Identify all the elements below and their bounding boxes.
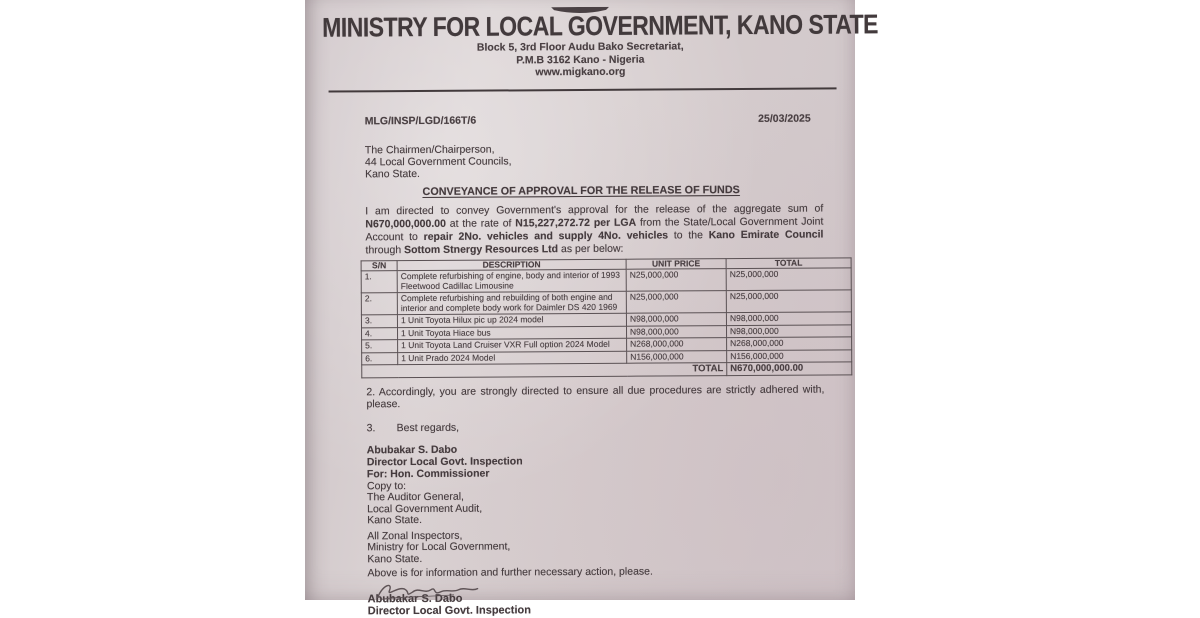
cell-description: 1 Unit Toyota Hiace bus — [397, 326, 626, 340]
signatory-for-line: For: Hon. Commissioner — [366, 467, 490, 480]
para1-council: Kano Emirate Council — [708, 228, 824, 241]
cell-description: 1 Unit Toyota Hilux pic up 2024 model — [397, 313, 626, 327]
scanned-letter-page — [305, 0, 879, 618]
total-label: TOTAL — [362, 363, 727, 378]
cell-sn: 4. — [361, 327, 397, 340]
cell-total: N268,000,000 — [727, 337, 852, 350]
para1-segment: I am directed to convey Government's approval for the release of the aggregate sum of — [365, 202, 824, 217]
letter-date: 25/03/2025 — [758, 112, 811, 125]
cell-unit-price: N98,000,000 — [626, 313, 726, 326]
cell-unit-price: N25,000,000 — [626, 269, 726, 292]
col-header-description: DESCRIPTION — [397, 259, 626, 271]
para1-segment: from the State/Local Government Joint Account to — [365, 215, 824, 243]
subject-heading: CONVEYANCE OF APPROVAL FOR THE RELEASE OF FUNDS — [422, 183, 740, 198]
recipient-line: Kano State. — [365, 167, 420, 180]
para1-contractor: Sottom Stnergy Resources Ltd — [404, 242, 559, 256]
para1-amount: N670,000,000.00 — [365, 217, 446, 230]
signature-scribble-icon — [374, 577, 842, 600]
col-header-sn: S/N — [361, 260, 397, 271]
copy-recipient: Ministry for Local Government, — [367, 540, 511, 554]
cell-total: N156,000,000 — [727, 349, 852, 362]
cell-sn: 5. — [362, 340, 398, 353]
body-paragraph-2: 2. Accordingly, you are strongly directed to ensure all due procedures are strictly adhered with, please. — [366, 383, 825, 411]
cell-total: N98,000,000 — [726, 324, 851, 337]
para1-vehicles: repair 2No. vehicles and supply 4No. vehicles — [423, 228, 669, 243]
para1-segment: as per below: — [558, 242, 624, 255]
best-regards-line — [367, 419, 841, 434]
body-paragraph-1 — [365, 202, 823, 257]
col-header-total: TOTAL — [726, 257, 851, 268]
address-line-2: P.M.B 3162 Kano - Nigeria — [516, 53, 645, 66]
copy-recipient: Kano State. — [367, 514, 423, 527]
regards-text: Best regards, — [396, 421, 460, 434]
cell-sn: 3. — [361, 315, 397, 328]
cell-description: 1 Unit Prado 2024 Model — [398, 351, 627, 365]
copy-recipient: The Auditor General, — [366, 490, 464, 504]
reference-number: MLG/INSP/LGD/166T/6 — [364, 114, 477, 127]
cell-total: N98,000,000 — [726, 312, 851, 325]
signatory-title: Director Local Govt. Inspection — [367, 604, 531, 618]
signatory-name: Abubakar S. Dabo — [367, 592, 463, 605]
cell-description: Complete refurbishing and rebuilding of both engine and interior and complete body work for Daimler DS 420 1969 — [397, 291, 626, 314]
grand-total-value: N670,000,000.00 — [727, 362, 852, 375]
cell-total: N25,000,000 — [726, 290, 851, 313]
para1-segment: through — [365, 243, 405, 256]
recipient-line: The Chairmen/Chairperson, — [364, 143, 495, 156]
cell-total: N25,000,000 — [726, 268, 851, 291]
closing-note: Above is for information and further necessary action, please. — [367, 565, 653, 579]
recipient-line: 44 Local Government Councils, — [364, 154, 512, 168]
copy-recipient: Kano State. — [367, 553, 423, 566]
signatory-name: Abubakar S. Dabo — [366, 443, 458, 456]
col-header-unit-price: UNIT PRICE — [626, 258, 726, 269]
para1-segment: to the — [668, 228, 709, 241]
first-signatory-block — [367, 441, 841, 480]
cell-unit-price: N156,000,000 — [627, 350, 727, 363]
copy-recipient: Local Government Audit, — [367, 502, 483, 515]
cell-sn: 2. — [361, 293, 397, 315]
ministry-title: MINISTRY FOR LOCAL GOVERNMENT, KANO STATE — [322, 8, 879, 43]
letterhead-address — [322, 39, 838, 80]
cell-description: 1 Unit Toyota Land Cruiser VXR Full option 2024 Model — [398, 338, 627, 352]
reference-row — [323, 112, 839, 127]
recipient-block — [323, 141, 839, 180]
signatory-title: Director Local Govt. Inspection — [366, 454, 523, 468]
table-row — [361, 290, 851, 315]
address-line-1: Block 5, 3rd Floor Audu Bako Secretariat, — [476, 40, 684, 54]
cell-unit-price: N98,000,000 — [626, 325, 726, 338]
para1-segment: at the rate of — [445, 216, 516, 230]
vehicles-cost-table — [361, 257, 853, 378]
copy-to-block — [367, 478, 842, 566]
copy-to-label: Copy to: — [366, 479, 407, 492]
copy-recipient: All Zonal Inspectors, — [367, 529, 463, 543]
website-text: www.migkano.org — [535, 65, 626, 79]
table-row — [361, 268, 851, 293]
table-total-row — [362, 362, 852, 377]
paragraph-number: 3. — [366, 421, 376, 434]
cell-description: Complete refurbishing of engine, body and interior of 1993 Fleetwood Cadillac Limousine — [397, 269, 626, 292]
letter-content — [322, 0, 879, 618]
letterhead-divider — [329, 87, 837, 92]
cell-unit-price: N25,000,000 — [626, 291, 726, 314]
para1-rate: N15,227,272.72 per LGA — [515, 216, 637, 229]
cell-sn: 1. — [361, 271, 397, 293]
cell-sn: 6. — [362, 352, 398, 365]
cell-unit-price: N268,000,000 — [627, 338, 727, 351]
